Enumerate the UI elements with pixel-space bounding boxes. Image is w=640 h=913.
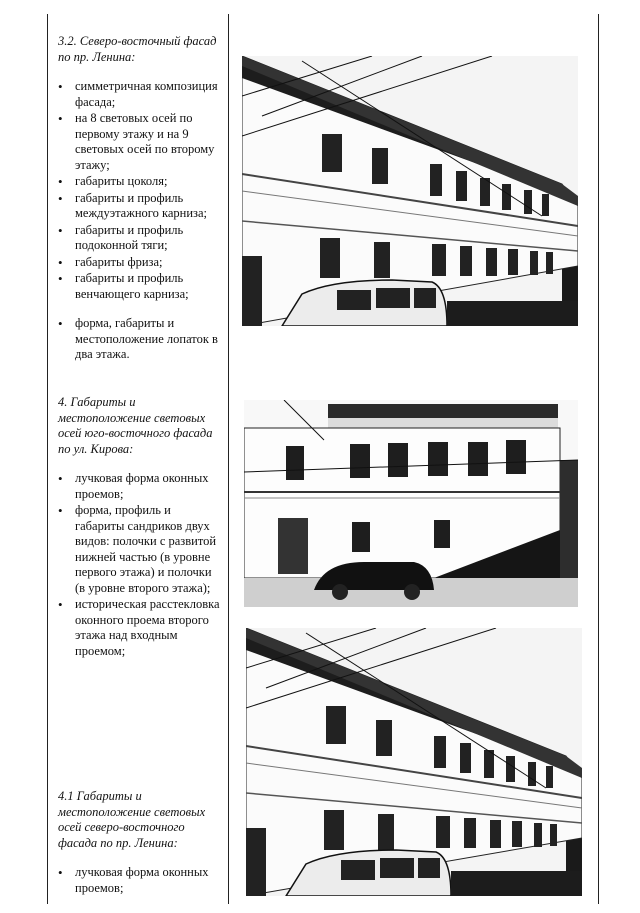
list-item: • лучковая форма оконных проемов; [58,471,223,502]
section-heading: 4.1 Габариты и местоположение световых осей северо-восточного фасада по пр. Ленина: [58,789,206,850]
feature-list [58,471,223,659]
facade-photo-2 [244,400,578,607]
list-item: • габариты и профиль венчающего карниза; [58,271,223,302]
section-heading: 4. Габариты и местоположение световых осей юго-восточного фасада по ул. Кирова: [58,395,213,456]
feature-list [58,865,223,896]
column-divider [228,14,229,904]
list-item: • габариты и профиль междуэтажного карниза; [58,191,223,222]
list-item: • габариты и профиль подоконной тяги; [58,223,223,254]
building-photo-icon [244,400,578,607]
building-photo-icon [246,628,582,896]
section-4-1 [58,789,223,897]
list-item: • форма, профиль и габариты сандриков двух видов: полочки с развитой нижней частью (в уровне первого этажа) и полочки (в уровне второго этажа); [58,503,223,596]
feature-list [58,79,223,363]
section-heading: 3.2. Северо-восточный фасад по пр. Ленина: [58,34,217,64]
list-item: • габариты цоколя; [58,174,223,190]
list-item: • форма, габариты и местоположение лопаток в два этажа. [58,316,223,363]
section-4 [58,395,223,660]
list-item: • на 8 световых осей по первому этажу и на 9 световых осей по второму этажу; [58,111,223,173]
facade-photo-3 [246,628,582,896]
building-photo-icon [242,56,578,326]
list-item: • габариты фриза; [58,255,223,271]
list-item: • симметричная композиция фасада; [58,79,223,110]
list-item: • лучковая форма оконных проемов; [58,865,223,896]
list-item: • историческая расстекловка оконного проема второго этажа над входным проемом; [58,597,223,659]
facade-photo-1 [242,56,578,326]
section-3-2 [58,34,223,364]
